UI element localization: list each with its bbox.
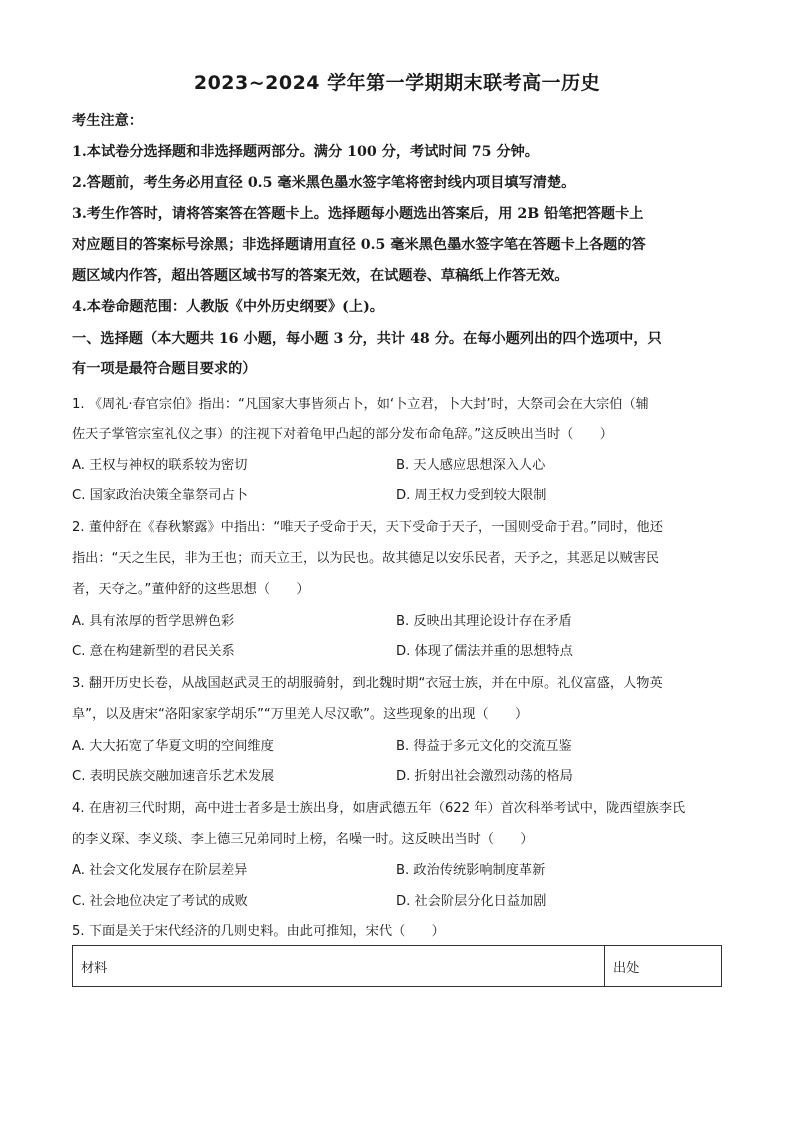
notice-line: 对应题目的答案标号涂黑；非选择题请用直径 0.5 毫米黑色墨水签字笔在答题卡上各题的答: [72, 237, 646, 253]
section-heading: 有一项是最符合题目要求的）: [72, 361, 257, 377]
option-a: A. 具有浓厚的哲学思辨色彩: [72, 614, 235, 629]
page-title: 2023~2024 学年第一学期期末联考高一历史: [193, 72, 601, 94]
question-stem: 指出：“天之生民，非为王也；而天立王，以为民也。故其德足以安乐民者，天予之，其恶足以贼害民: [72, 551, 660, 566]
notice-line: 1.本试卷分选择题和非选择题两部分。满分 100 分，考试时间 75 分钟。: [72, 144, 539, 160]
option-c: C. 意在构建新型的君民关系: [72, 644, 235, 659]
option-c: C. 国家政治决策全靠祭司占卜: [72, 488, 248, 503]
question-stem: 2. 董仲舒在《春秋繁露》中指出：“唯天子受命于天，天下受命于天子，一国则受命于君。”同时，他还: [72, 520, 663, 535]
option-b: B. 天人感应思想深入人心: [396, 458, 546, 473]
notice-line: 4.本卷命题范围：人教版《中外历史纲要》(上)。: [72, 299, 384, 315]
option-a: A. 大大拓宽了华夏文明的空间维度: [72, 739, 274, 754]
option-a: A. 王权与神权的联系较为密切: [72, 458, 248, 473]
option-d: D. 体现了儒法并重的思想特点: [396, 644, 573, 659]
notice-line: 题区域内作答，超出答题区域书写的答案无效，在试题卷、草稿纸上作答无效。: [72, 268, 569, 284]
section-heading: 一、选择题（本大题共 16 小题，每小题 3 分，共计 48 分。在每小题列出的四个选项中，只: [72, 331, 662, 347]
option-d: D. 社会阶层分化日益加剧: [396, 894, 547, 909]
question-stem: 1. 《周礼·春官宗伯》指出：“凡国家大事皆须占卜，如‘卜立君，卜大封’时，大祭司会在大宗伯（辅: [72, 397, 649, 412]
question-stem: 4. 在唐初三代时期，高中进士者多是士族出身，如唐武德五年（622 年）首次科举考试中，陇西望族李氏: [72, 801, 686, 816]
option-b: B. 得益于多元文化的交流互鉴: [396, 739, 572, 754]
table-header-source: 出处: [605, 946, 722, 987]
option-c: C. 社会地位决定了考试的成败: [72, 894, 248, 909]
notice-line: 2.答题前，考生务必用直径 0.5 毫米黑色墨水签字笔将密封线内项目填写清楚。: [72, 175, 576, 191]
notice-heading: 考生注意：: [72, 113, 143, 129]
option-c: C. 表明民族交融加速音乐艺术发展: [72, 769, 275, 784]
option-d: D. 周王权力受到较大限制: [396, 488, 547, 503]
option-d: D. 折射出社会激烈动荡的格局: [396, 769, 573, 784]
question-stem: 阜”，以及唐宋“洛阳家家学胡乐”“万里羌人尽汉歌”。这些现象的出现（ ）: [72, 707, 529, 722]
question-stem: 5. 下面是关于宋代经济的几则史料。由此可推知，宋代（ ）: [72, 924, 445, 939]
question-stem: 3. 翻开历史长卷，从战国赵武灵王的胡服骑射，到北魏时期“衣冠士族，并在中原。礼仪富盛，人物英: [72, 676, 663, 691]
question-stem: 佐天子掌管宗室礼仪之事）的注视下对着龟甲凸起的部分发布命龟辞。”这反映出当时（ ）: [72, 427, 613, 442]
option-b: B. 政治传统影响制度革新: [396, 863, 546, 878]
option-b: B. 反映出其理论设计存在矛盾: [396, 614, 572, 629]
question-stem: 的李义琛、李义琰、李上德三兄弟同时上榜，名噪一时。这反映出当时（ ）: [72, 832, 534, 847]
source-table: [72, 945, 722, 987]
question-stem: 者，天夺之。”董仲舒的这些思想（ ）: [72, 582, 310, 597]
option-a: A. 社会文化发展存在阶层差异: [72, 863, 248, 878]
table-header-row: [73, 946, 722, 987]
table-header-material: 材料: [73, 946, 605, 987]
notice-line: 3.考生作答时，请将答案答在答题卡上。选择题每小题选出答案后，用 2B 铅笔把答题卡上: [72, 206, 644, 222]
